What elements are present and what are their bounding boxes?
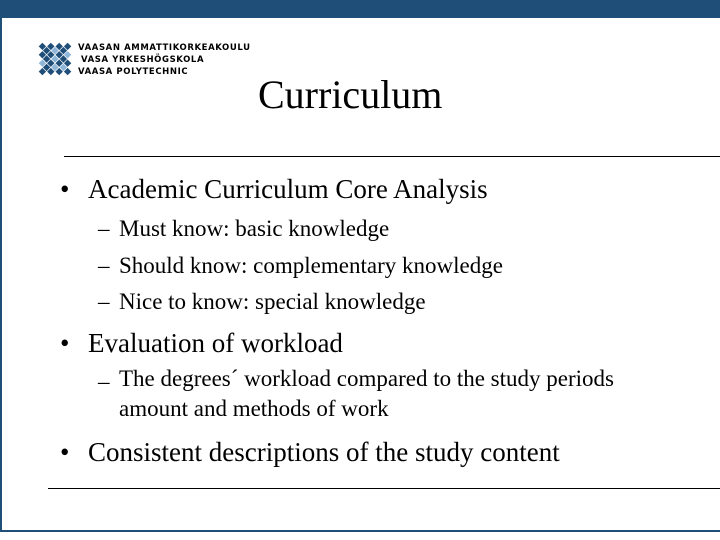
bullet-item (60, 436, 560, 468)
top-frame-bar (0, 0, 720, 18)
bullet-marker: • (60, 174, 70, 204)
sub-bullet-text: Nice to know: special knowledge (119, 289, 426, 314)
bottom-divider (48, 488, 720, 489)
bullet-text: Academic Curriculum Core Analysis (88, 174, 488, 204)
bottom-frame-border (0, 530, 720, 532)
sub-bullet-item (98, 284, 426, 319)
logo-line-3: VAASA POLYTECHNIC (78, 67, 189, 77)
sub-bullet-marker: – (98, 216, 110, 241)
diamond-grid-logo-icon (32, 36, 78, 82)
logo-text (78, 42, 251, 78)
left-frame-border (0, 18, 2, 532)
sub-bullet-text: Must know: basic knowledge (119, 216, 390, 241)
sub-bullet-marker: – (98, 369, 110, 394)
bullet-marker: • (60, 328, 70, 358)
sub-bullet-marker: – (98, 289, 110, 314)
sub-bullet-item (98, 248, 503, 283)
bullet-item (60, 173, 488, 205)
logo-line-2: VASA YRKESHÖGSKOLA (81, 55, 205, 65)
bullet-text: Evaluation of workload (88, 328, 343, 358)
logo-line-1: VAASAN AMMATTIKORKEAKOULU (78, 43, 251, 53)
sub-bullet-text: Should know: complementary knowledge (119, 253, 503, 278)
sub-bullet-item (98, 364, 679, 424)
slide-title: Curriculum (258, 72, 443, 117)
sub-bullet-text: The degrees´ workload compared to the study periods amount and methods of work (119, 366, 614, 421)
bullet-item (60, 327, 343, 359)
sub-bullet-marker: – (98, 253, 110, 278)
institution-logo (32, 36, 262, 86)
sub-bullet-item (98, 211, 389, 246)
bullet-marker: • (60, 437, 70, 467)
title-divider (64, 156, 720, 157)
bullet-text: Consistent descriptions of the study content (88, 437, 560, 467)
